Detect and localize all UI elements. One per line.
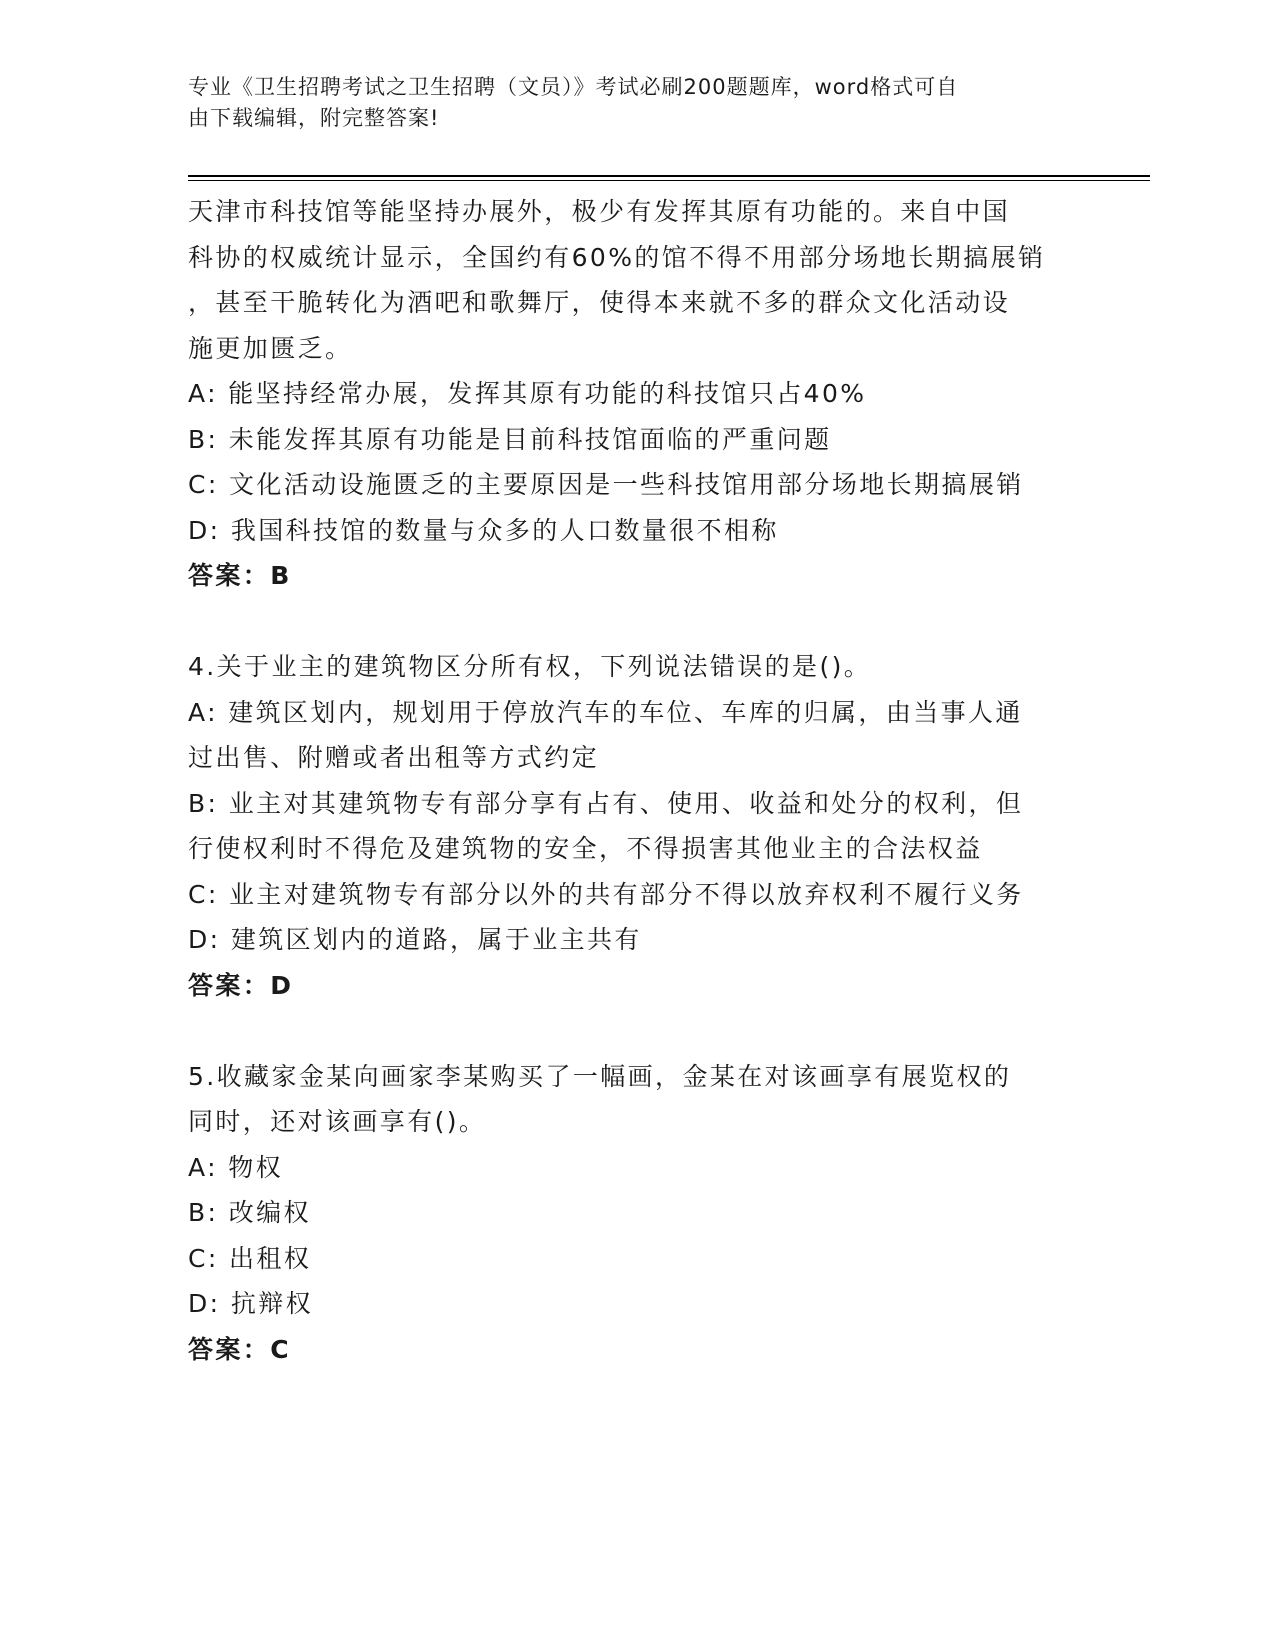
header-line-1: 专业《卫生招聘考试之卫生招聘（文员）》考试必刷200题题库，word格式可自 (188, 75, 959, 99)
answer-line: 答案：C (188, 1334, 291, 1364)
answer-line: 答案：D (188, 970, 294, 1000)
document-body (188, 189, 1088, 1372)
option-a: A: 物权 (188, 1152, 284, 1182)
option-b-continued: 行使权利时不得危及建筑物的安全，不得损害其他业主的合法权益 (188, 834, 983, 863)
option-c: C: 出租权 (188, 1243, 312, 1273)
option-a: A: 能坚持经常办展，发挥其原有功能的科技馆只占40% (188, 379, 867, 408)
question-stem-line: 施更加匮乏。 (188, 333, 353, 363)
header-divider-thin (188, 180, 1150, 181)
option-a-continued: 过出售、附赠或者出租等方式约定 (188, 743, 600, 772)
question-5 (188, 1054, 1088, 1373)
question-stem-line: 科协的权威统计显示，全国约有60%的馆不得不用部分场地长期搞展销 (188, 242, 1046, 272)
option-a: A: 建筑区划内，规划用于停放汽车的车位、车库的归属，由当事人通 (188, 697, 1023, 727)
option-d: D: 建筑区划内的道路，属于业主共有 (188, 925, 642, 954)
option-d: D: 我国科技馆的数量与众多的人口数量很不相称 (188, 515, 779, 545)
option-d: D: 抗辩权 (188, 1289, 314, 1318)
question-stem-line: 5.收藏家金某向画家李某购买了一幅画，金某在对该画享有展览权的 (188, 1061, 1012, 1091)
spacer (188, 599, 1088, 645)
option-c: C: 业主对建筑物专有部分以外的共有部分不得以放弃权利不履行义务 (188, 879, 1024, 909)
option-b: B: 改编权 (188, 1198, 311, 1227)
question-stem-line: 天津市科技馆等能坚持办展外，极少有发挥其原有功能的。来自中国 (188, 197, 1011, 226)
header-line-2: 由下载编辑，附完整答案! (188, 106, 440, 130)
question-stem-line: 4.关于业主的建筑物区分所有权，下列说法错误的是()。 (188, 652, 872, 681)
document-header (188, 72, 1068, 134)
answer-line: 答案：B (188, 561, 292, 590)
question-stem-line: ，甚至干脆转化为酒吧和歌舞厅，使得本来就不多的群众文化活动设 (188, 288, 1011, 317)
option-c: C: 文化活动设施匮乏的主要原因是一些科技馆用部分场地长期搞展销 (188, 470, 1024, 499)
header-divider-thick (188, 175, 1150, 177)
option-b: B: 业主对其建筑物专有部分享有占有、使用、收益和处分的权利，但 (188, 788, 1024, 818)
question-4 (188, 644, 1088, 1008)
option-b: B: 未能发挥其原有功能是目前科技馆面临的严重问题 (188, 424, 832, 454)
spacer (188, 1008, 1088, 1054)
question-3 (188, 189, 1088, 599)
question-stem-line: 同时，还对该画享有()。 (188, 1107, 487, 1136)
